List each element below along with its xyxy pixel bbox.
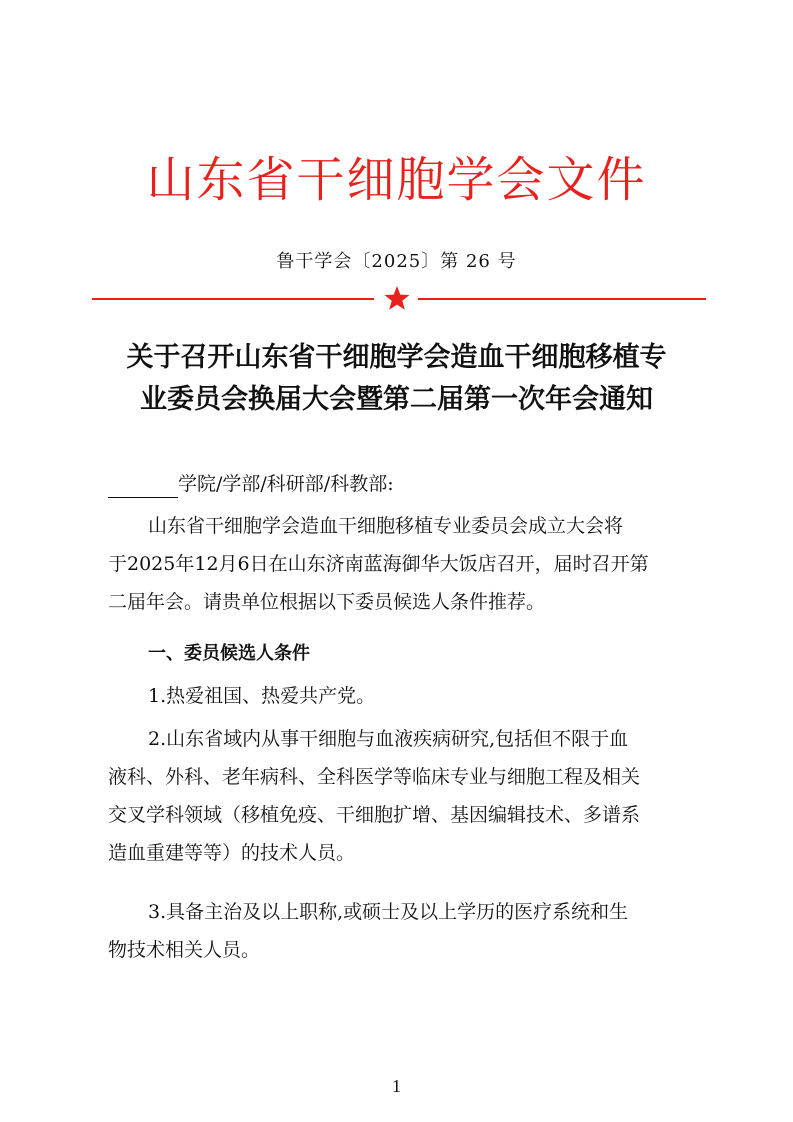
document-number: 鲁干学会〔2025〕第 26 号 (276, 251, 517, 272)
condition-line: 液科、外科、老年病科、全科医学等临床专业与细胞工程及相关 (108, 766, 641, 788)
header-divider-left (92, 298, 374, 300)
header-divider-right (418, 298, 706, 300)
intro-line: 山东省干细胞学会造血干细胞移植专业委员会成立大会将 (148, 515, 624, 537)
section-heading: 一、委员候选人条件 (148, 643, 310, 664)
notice-title (60, 337, 733, 421)
page-number: 1 (392, 1076, 401, 1096)
condition-line: 交叉学科领域（移植免疫、干细胞扩增、基因编辑技术、多谱系 (108, 804, 641, 826)
notice-title-line-1: 关于召开山东省干细胞学会造血干细胞移植专 (126, 342, 667, 373)
star-icon (383, 284, 411, 312)
document-header-title: 山东省干细胞学会文件 (146, 152, 647, 208)
condition-line: 1.热爱祖国、热爱共产党。 (148, 685, 376, 707)
condition-item-3 (108, 893, 700, 969)
intro-line: 二届年会。请贵单位根据以下委员候选人条件推荐。 (108, 591, 546, 613)
addressee (108, 470, 698, 498)
addressee-text: 学院/学部/科研部/科教部: (178, 473, 394, 495)
condition-line: 3.具备主治及以上职称,或硕士及以上学历的医疗系统和生 (148, 901, 629, 923)
addressee-blank (108, 475, 178, 498)
condition-line: 造血重建等等）的技术人员。 (108, 842, 356, 864)
intro-line: 于2025年12月6日在山东济南蓝海御华大饭店召开，届时召开第 (108, 553, 649, 575)
condition-item-2 (108, 720, 700, 872)
intro-paragraph (108, 507, 700, 621)
condition-line: 2.山东省域内从事干细胞与血液疾病研究,包括但不限于血 (148, 728, 629, 750)
condition-line: 物技术相关人员。 (108, 939, 261, 961)
condition-item-1 (108, 677, 700, 715)
notice-title-line-2: 业委员会换届大会暨第二届第一次年会通知 (140, 384, 653, 415)
